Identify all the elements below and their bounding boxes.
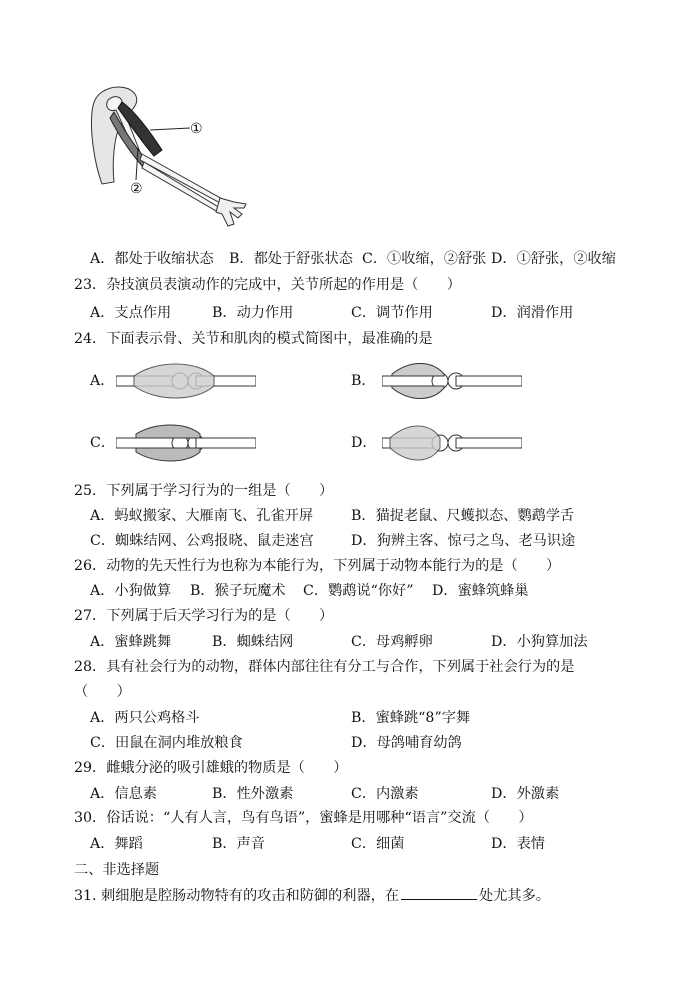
q24-diagram-a	[116, 358, 256, 404]
q25-option-b: B．猫捉老鼠、尺蠖拟态、鹦鹉学舌	[351, 508, 575, 524]
q24-option-c-label: C．	[90, 435, 116, 451]
q23-option-a: A．支点作用	[90, 305, 172, 321]
q31-answer-blank[interactable]	[401, 886, 477, 900]
q23-option-d: D．润滑作用	[491, 305, 574, 321]
q25-option-a: A．蚂蚁搬家、大雁南飞、孔雀开屏	[90, 508, 314, 524]
q30-option-d: D．表情	[491, 836, 545, 852]
q28-stem-cont: （ ）	[74, 684, 131, 700]
q28-option-b: B．蜜蜂跳“8”字舞	[351, 710, 471, 726]
q24-diagram-c	[116, 420, 256, 466]
figure-label-1: ①	[190, 121, 203, 137]
q29-option-b: B．性外激素	[212, 786, 294, 802]
q26-option-a: A．小狗做算	[90, 583, 172, 599]
q22-option-a: A．都处于收缩状态	[90, 251, 214, 267]
q22-option-d: D．①舒张，②收缩	[491, 251, 616, 267]
q31-suffix: 处尤其多。	[479, 888, 550, 904]
q28-option-c: C．田鼠在洞内堆放粮食	[90, 735, 243, 751]
q31-prefix: 31. 刺细胞是腔肠动物特有的攻击和防御的利器，在	[74, 888, 400, 904]
q24-diagram-b	[382, 358, 522, 404]
q28-option-a: A．两只公鸡格斗	[90, 710, 200, 726]
q27-option-b: B．蜘蛛结网	[212, 634, 294, 650]
section-title: 二、非选择题	[74, 862, 160, 878]
q23-option-b: B．动力作用	[212, 305, 294, 321]
q22-option-c: C．①收缩，②舒张	[362, 251, 487, 267]
q24-diagram-d	[382, 420, 522, 466]
q27-option-d: D．小狗算加法	[491, 634, 588, 650]
figure-label-2: ②	[130, 181, 143, 197]
q25-option-d: D．狗辨主客、惊弓之鸟、老马识途	[351, 533, 576, 549]
q28-stem: 28．具有社会行为的动物，群体内部往往有分工与合作，下列属于社会行为的是	[74, 659, 575, 675]
q29-option-d: D．外激素	[491, 786, 560, 802]
q25-option-c: C．蜘蛛结网、公鸡报晓、鼠走迷宫	[90, 533, 314, 549]
q27-option-c: C．母鸡孵卵	[351, 634, 433, 650]
q30-stem: 30．俗话说：“人有人言，鸟有鸟语”，蜜蜂是用哪种“语言”交流（ ）	[74, 810, 533, 826]
q24-option-b-label: B．	[351, 373, 376, 389]
q23-stem: 23．杂技演员表演动作的完成中，关节所起的作用是（ ）	[74, 277, 461, 293]
q24-stem: 24．下面表示骨、关节和肌肉的模式简图中，最准确的是	[74, 331, 433, 347]
q26-stem: 26．动物的先天性行为也称为本能行为，下列属于动物本能行为的是（ ）	[74, 558, 561, 574]
q26-option-c: C．鹦鹉说“你好”	[303, 583, 414, 599]
q31	[74, 886, 550, 905]
q29-stem: 29．雌蛾分泌的吸引雄蛾的物质是（ ）	[74, 760, 348, 776]
arm-muscle-figure	[84, 82, 254, 242]
q29-option-a: A．信息素	[90, 786, 157, 802]
q29-option-c: C．内激素	[351, 786, 419, 802]
q27-stem: 27．下列属于后天学习行为的是（ ）	[74, 608, 334, 624]
q22-option-b: B．都处于舒张状态	[229, 251, 353, 267]
q30-option-c: C．细菌	[351, 836, 405, 852]
q26-option-d: D．蜜蜂筑蜂巢	[432, 583, 529, 599]
q25-stem: 25．下列属于学习行为的一组是（ ）	[74, 483, 334, 499]
q30-option-a: A．舞蹈	[90, 836, 143, 852]
q28-option-d: D．母鸽哺育幼鸽	[351, 735, 462, 751]
q24-option-d-label: D．	[351, 435, 377, 451]
q26-option-b: B．猴子玩魔术	[190, 583, 286, 599]
q23-option-c: C．调节作用	[351, 305, 433, 321]
q27-option-a: A．蜜蜂跳舞	[90, 634, 172, 650]
q24-option-a-label: A．	[90, 373, 115, 389]
q30-option-b: B．声音	[212, 836, 265, 852]
